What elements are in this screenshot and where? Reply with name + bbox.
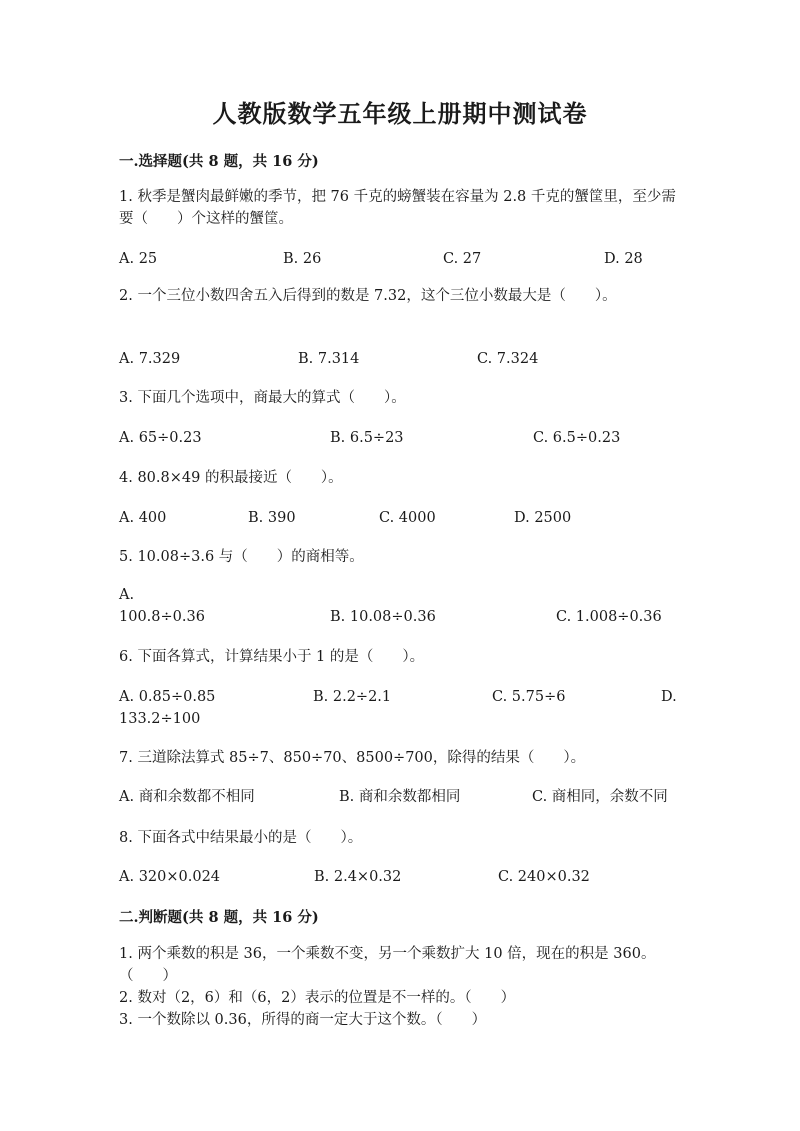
page-title: 人教版数学五年级上册期中测试卷	[212, 99, 588, 128]
q6-option-a: A. 0.85÷0.85	[119, 689, 216, 705]
judge-question-1: 1. 两个乘数的积是 36，一个乘数不变，另一个乘数扩大 10 倍，现在的积是 360。（ ）	[119, 946, 656, 984]
question-2: 2. 一个三位小数四舍五入后得到的数是 7.32，这个三位小数最大是（ ）。	[119, 288, 617, 304]
question-5: 5. 10.08÷3.6 与（ ）的商相等。	[119, 549, 364, 565]
q8-option-a: A. 320×0.024	[119, 869, 221, 885]
q6-option-d-value: 133.2÷100	[119, 711, 201, 727]
q7-option-a: A. 商和余数都不相同	[119, 789, 255, 805]
question-1: 1. 秋季是蟹肉最鲜嫩的季节，把 76 千克的螃蟹装在容量为 2.8 千克的蟹筐里，至少需要（ ）个这样的蟹筐。	[119, 189, 676, 227]
q4-option-d: D. 2500	[514, 510, 572, 526]
q4-option-b: B. 390	[248, 510, 296, 526]
q5-option-b: B. 10.08÷0.36	[330, 609, 436, 625]
q5-option-c: C. 1.008÷0.36	[556, 609, 662, 625]
q2-option-b: B. 7.314	[298, 351, 360, 367]
q1-option-d: D. 28	[604, 251, 643, 267]
q2-option-c: C. 7.324	[477, 351, 539, 367]
judge-question-2: 2. 数对（2，6）和（6，2）表示的位置是不一样的。（ ）	[119, 990, 516, 1006]
q3-option-b: B. 6.5÷23	[330, 430, 404, 446]
question-7: 7. 三道除法算式 85÷7、850÷70、8500÷700，除得的结果（ ）。	[119, 750, 586, 766]
question-4: 4. 80.8×49 的积最接近（ ）。	[119, 470, 343, 486]
q1-option-c: C. 27	[443, 251, 482, 267]
q5-option-a-label: A.	[119, 587, 135, 603]
q8-option-c: C. 240×0.32	[498, 869, 590, 885]
q5-option-a-value: 100.8÷0.36	[119, 609, 205, 625]
q2-option-a: A. 7.329	[119, 351, 181, 367]
q7-option-c: C. 商相同，余数不同	[532, 789, 668, 805]
q6-option-c: C. 5.75÷6	[492, 689, 566, 705]
q1-option-a: A. 25	[119, 251, 158, 267]
q8-option-b: B. 2.4×0.32	[314, 869, 402, 885]
q6-option-d-label: D.	[661, 689, 677, 705]
section-heading-choice: 一.选择题(共 8 题，共 16 分)	[119, 153, 319, 170]
question-8: 8. 下面各式中结果最小的是（ ）。	[119, 830, 363, 846]
q3-option-a: A. 65÷0.23	[119, 430, 202, 446]
q4-option-c: C. 4000	[379, 510, 436, 526]
section-heading-judge: 二.判断题(共 8 题，共 16 分)	[119, 909, 319, 926]
question-3: 3. 下面几个选项中，商最大的算式（ ）。	[119, 390, 406, 406]
judge-question-3: 3. 一个数除以 0.36，所得的商一定大于这个数。（ ）	[119, 1012, 487, 1028]
question-6: 6. 下面各算式，计算结果小于 1 的是（ ）。	[119, 649, 425, 665]
q7-option-b: B. 商和余数都相同	[339, 789, 461, 805]
q6-option-b: B. 2.2÷2.1	[313, 689, 392, 705]
q3-option-c: C. 6.5÷0.23	[533, 430, 621, 446]
q1-option-b: B. 26	[283, 251, 322, 267]
q4-option-a: A. 400	[119, 510, 167, 526]
